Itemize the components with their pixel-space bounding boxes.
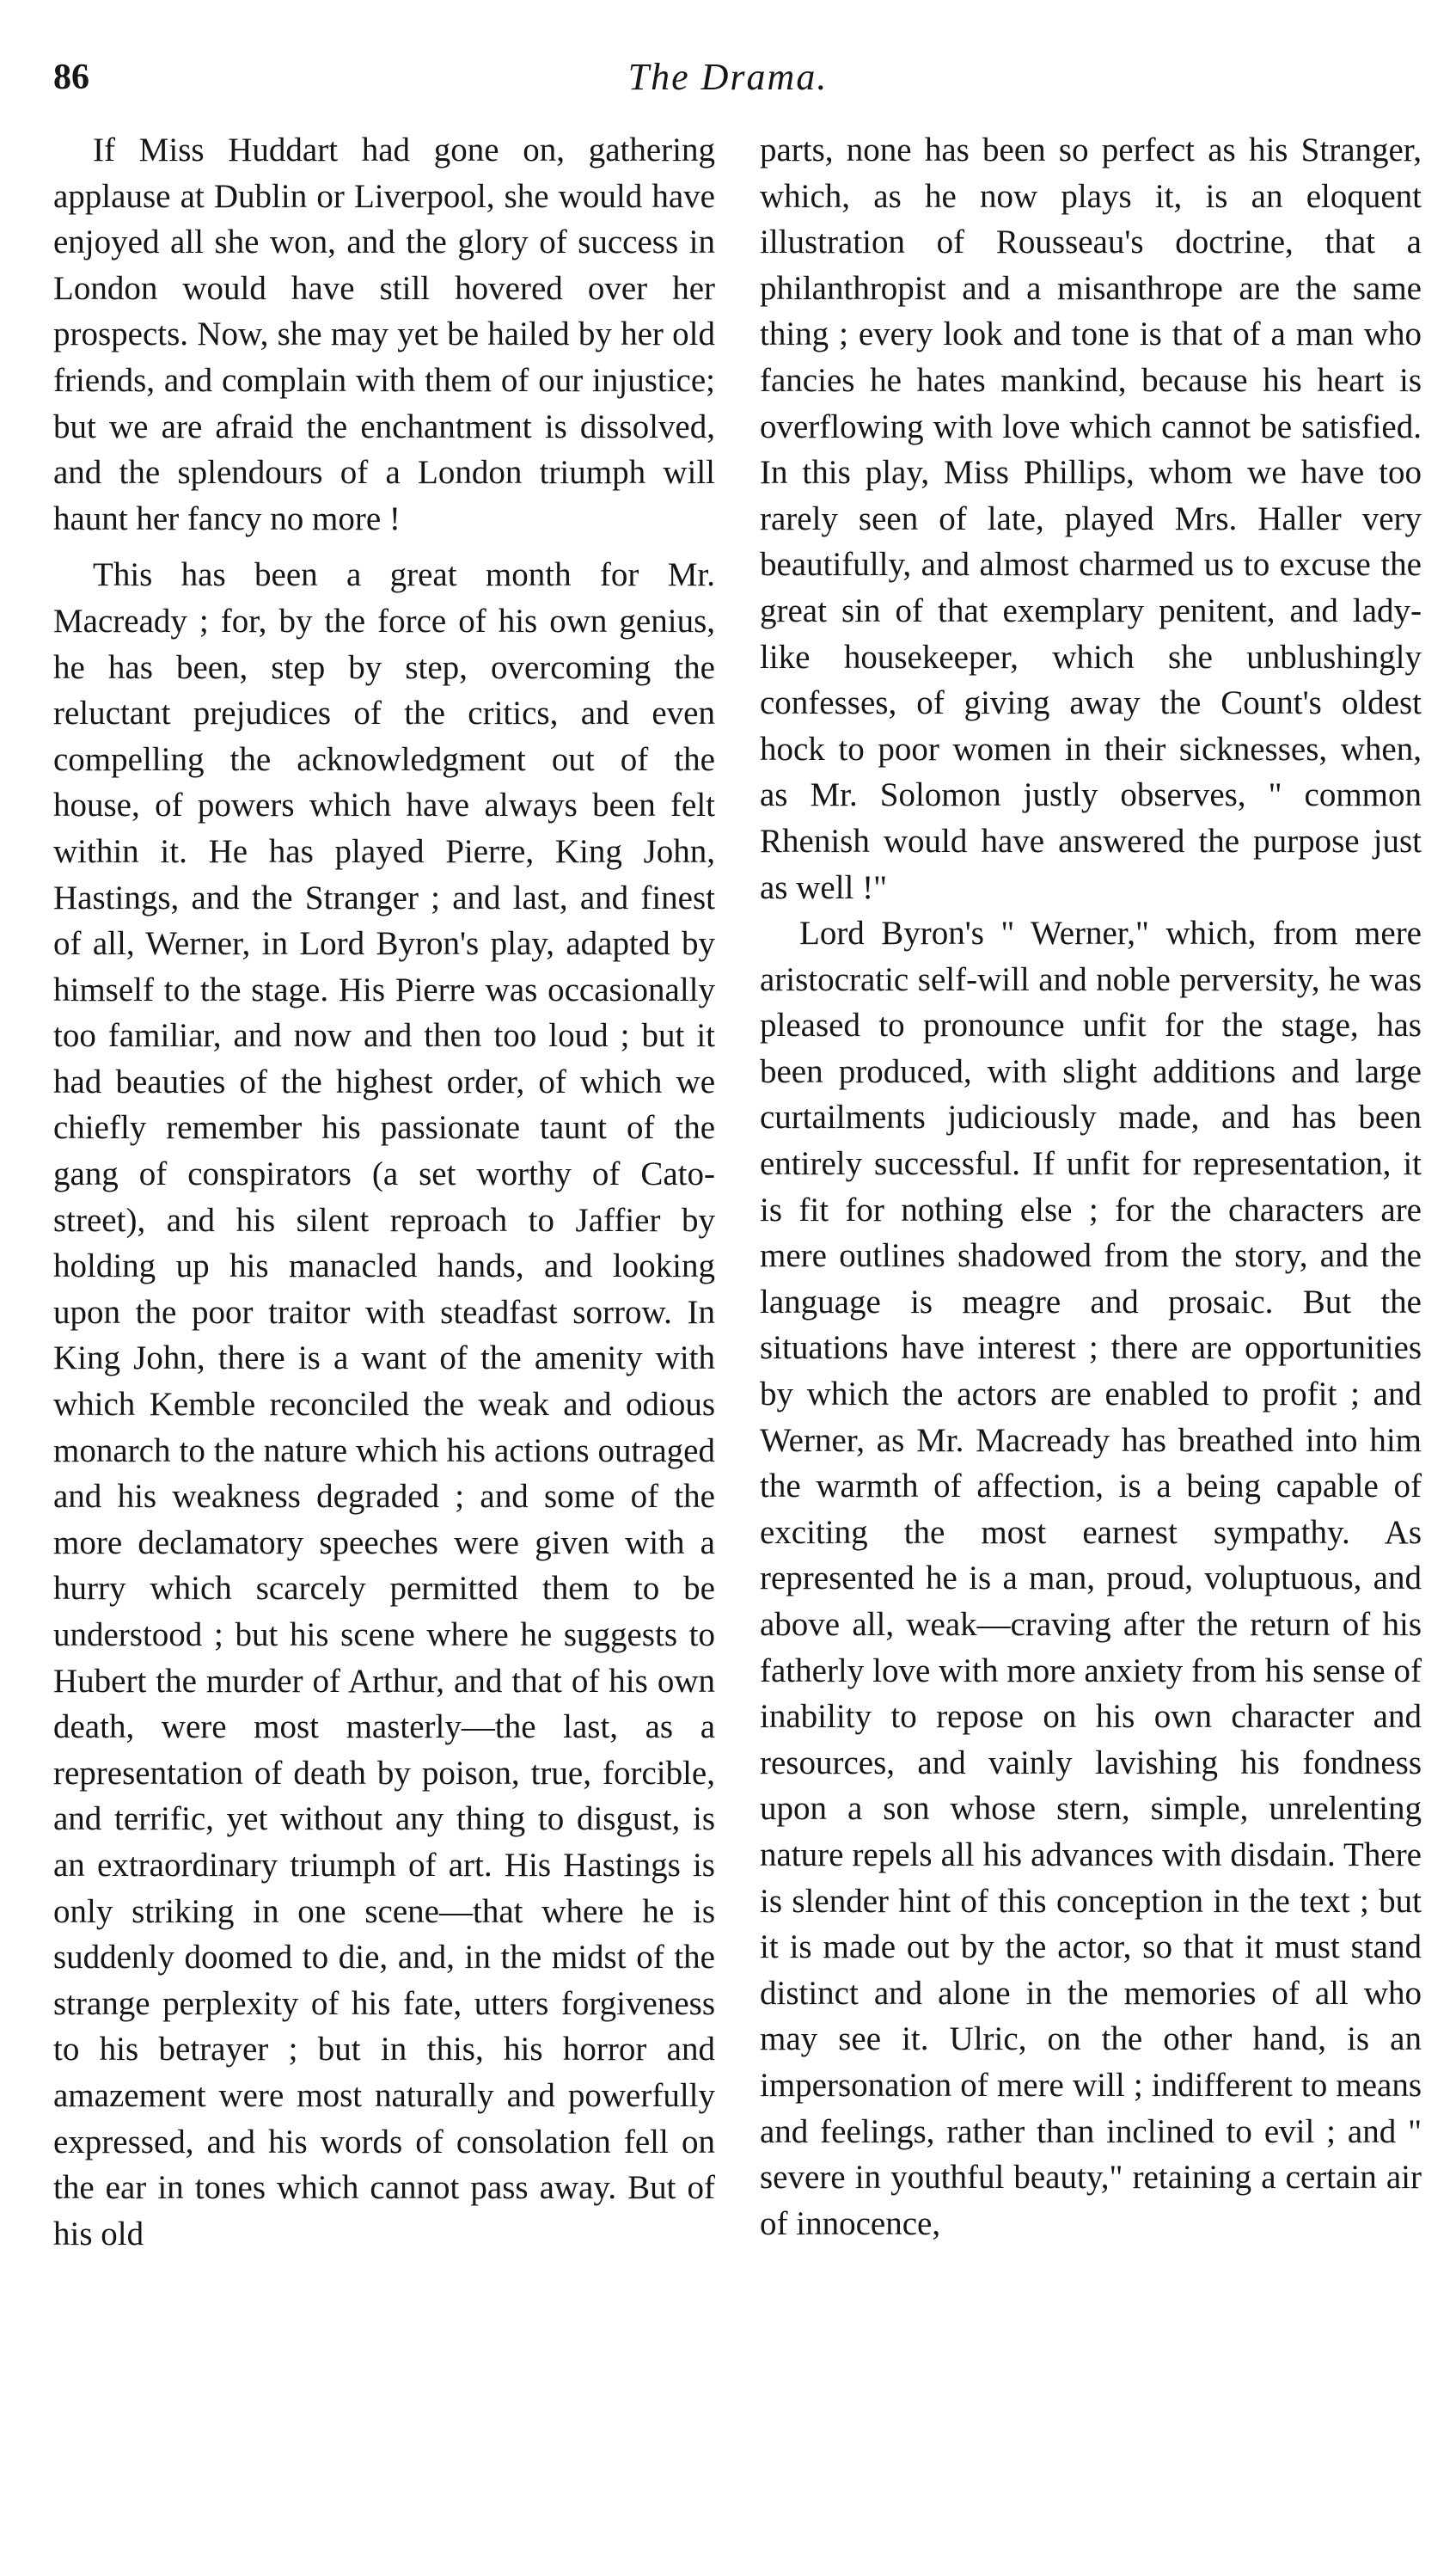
left-column — [53, 127, 715, 2257]
running-head: The Drama. — [627, 56, 829, 98]
right-column — [760, 127, 1422, 2246]
paragraph: This has been a great month for Mr. Macready ; for, by the force of his own genius, he has been, step by step, overcoming the reluctant prejudices of the critics, and even compelling the acknowledgment out of the house, of powers which have always been felt within it. He has played Pierre, King John, Hastings, and the Stranger ; and last, and finest of all, Werner, in Lord Byron's play, adapted by himself to the stage. His Pierre was occasionally too familiar, and now and then too loud ; but it had beauties of the highest order, of which we chiefly remember his passionate taunt of the gang of conspirators (a set worthy of Cato-street), and his silent reproach to Jaffier by holding up his manacled hands, and looking upon the poor traitor with steadfast sorrow. In King John, there is a want of the amenity with which Kemble reconciled the weak and odious monarch to the nature which his actions outraged and his weakness degraded ; and some of the more declamatory speeches were given with a hurry which scarcely permitted them to be understood ; but his scene where he suggests to Hubert the murder of Arthur, and that of his own death, were most masterly—the last, as a representation of death by poison, true, forcible, and terrific, yet without any thing to disgust, is an extraordinary triumph of art. His Hastings is only striking in one scene—that where he is suddenly doomed to die, and, in the midst of the strange perplexity of his fate, utters forgiveness to his betrayer ; but in this, his horror and amazement were most naturally and powerfully expressed, and his words of consolation fell on the ear in tones which cannot pass away. But of his old — [53, 556, 715, 2252]
paragraph: parts, none has been so perfect as his Stranger, which, as he now plays it, is an eloquent illustration of Rousseau's doctrine, that a philanthropist and a misanthrope are the same thing ; every look and tone is that of a man who fancies he hates mankind, because his heart is overflowing with love which cannot be satisfied. In this play, Miss Phillips, whom we have too rarely seen of late, played Mrs. Haller very beautifully, and almost charmed us to excuse the great sin of that exemplary penitent, and lady-like housekeeper, which she unblushingly confesses, of giving away the Count's oldest hock to poor women in their sicknesses, when, as Mr. Solomon justly observes, " common Rhenish would have answered the purpose just as well !" — [760, 132, 1422, 906]
paragraph: Lord Byron's " Werner," which, from mere aristocratic self-will and noble perversity, he was pleased to pronounce unfit for the stage, has been produced, with slight additions and large curtailments judiciously made, and has been entirely successful. If unfit for representation, it is fit for nothing else ; for the characters are mere outlines shadowed from the story, and the language is meagre and prosaic. But the situations have interest ; there are opportunities by which the actors are enabled to profit ; and Werner, as Mr. Macready has breathed into him the warmth of affection, is a being capable of exciting the most earnest sympathy. As represented he is a man, proud, voluptuous, and above all, weak—craving after the return of his fatherly love with more anxiety from his sense of inability to repose on his own character and resources, and vainly lavishing his fondness upon a son whose stern, simple, unrelenting nature repels all his advances with disdain. There is slender hint of this conception in the text ; but it is made out by the actor, so that it must stand distinct and alone in the memories of all who may see it. Ulric, on the other hand, is an impersonation of mere will ; indifferent to means and feelings, rather than inclined to evil ; and " severe in youthful beauty," retaining a certain air of innocence, — [760, 915, 1422, 2242]
page-number: 86 — [53, 58, 89, 97]
paragraph: If Miss Huddart had gone on, gathering applause at Dublin or Liverpool, she would have enjoyed all she won, and the glory of success in London would have still hovered over her prospects. Now, she may yet be hailed by her old friends, and complain with them of our injustice; but we are afraid the enchantment is dissolved, and the splendours of a London triumph will haunt her fancy no more ! — [53, 132, 715, 537]
page-header — [0, 43, 1456, 112]
